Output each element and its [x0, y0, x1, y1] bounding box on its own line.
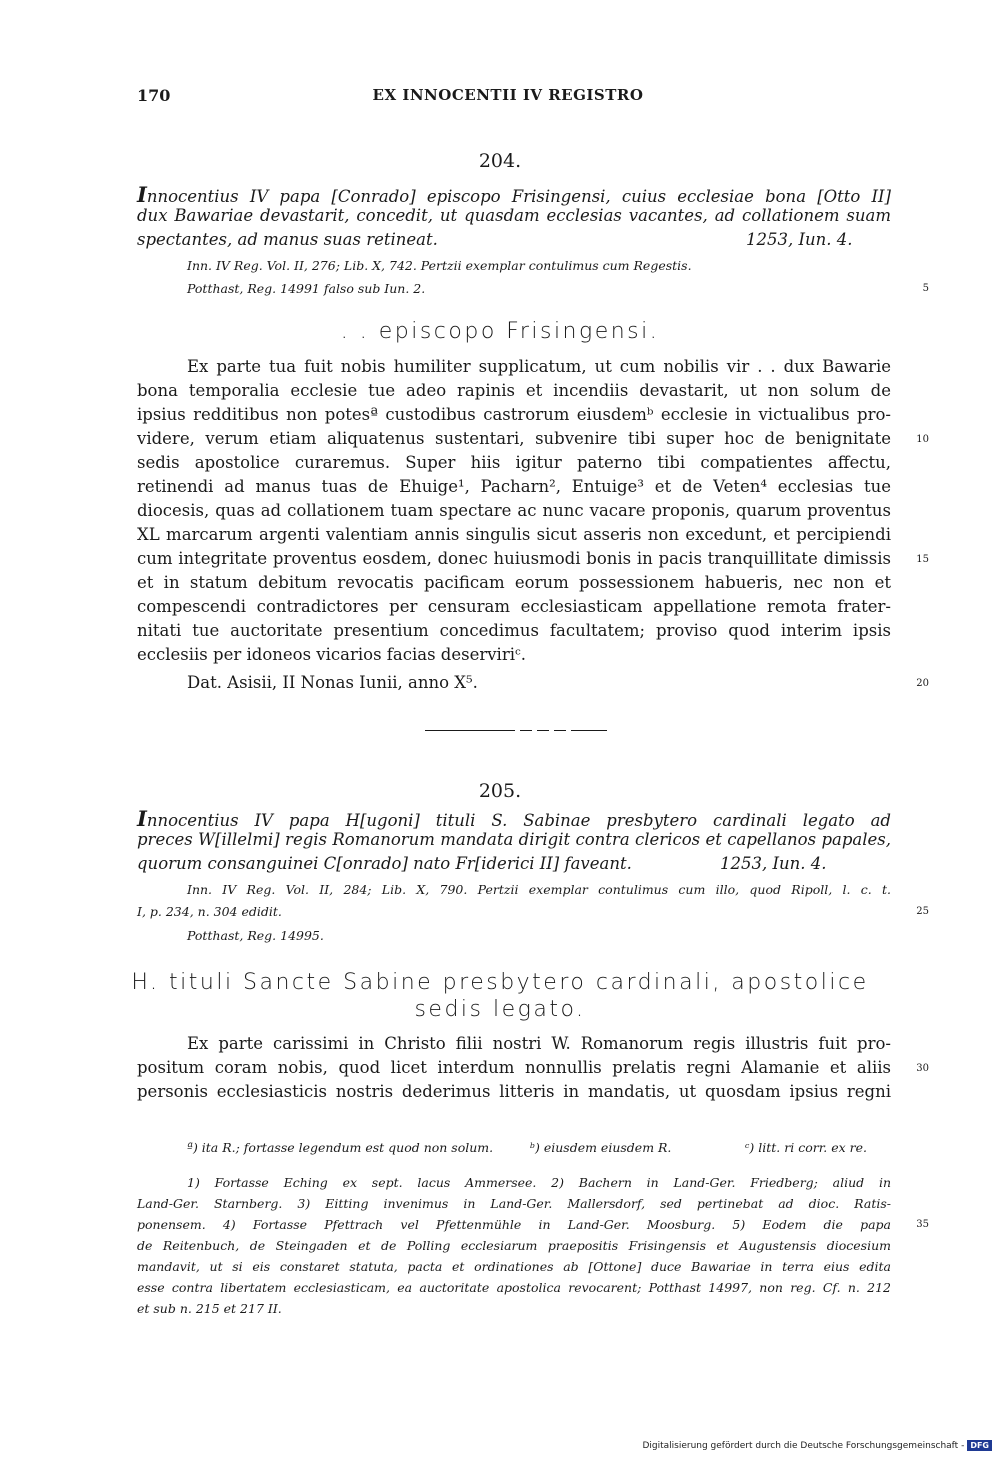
separator-rule: [554, 730, 566, 731]
line-number: 5: [922, 283, 929, 294]
page-number: 170: [137, 86, 171, 105]
line-number: 20: [916, 678, 929, 689]
body-204-line: ipsius redditibus non potesª custodibus castrorum eiusdemᵇ ecclesie in victualibus pro-: [137, 405, 891, 424]
line-number: 10: [916, 434, 929, 445]
body-204-line: retinendi ad manus tuas de Ehuige¹, Pacharn², Entuige³ et de Veten⁴ ecclesias tue: [137, 477, 891, 496]
source-205-line-3: Potthast, Reg. 14995.: [187, 928, 324, 943]
body-205-line: positum coram nobis, quod licet interdum nonnullis prelatis regni Alamanie et aliis: [137, 1058, 891, 1077]
date-204: 1253, Iun. 4.: [746, 230, 853, 249]
source-205-line-2: I, p. 234, n. 304 edidit.: [137, 904, 282, 919]
summary-205-line-2: preces W[illelmi] regis Romanorum mandata dirigit contra clericos et capellanos papales,: [137, 830, 891, 849]
summary-204-line-2: dux Bawariae devastarit, concedit, ut quasdam ecclesias vacantes, ad collationem suam: [137, 206, 891, 225]
body-204-line: nitati tue auctoritate presentium concedimus facultatem; proviso quod interim ipsis: [137, 621, 891, 640]
summary-204-initial: I: [137, 182, 147, 207]
body-205-line: personis ecclesiasticis nostris dederimus litteris in mandatis, ut quosdam ipsius regni: [137, 1082, 891, 1101]
separator-rule: [520, 730, 532, 731]
summary-204-line-1: Innocentius IV papa [Conrado] episcopo Frisingensi, cuius ecclesiae bona [Otto II]: [137, 182, 891, 207]
body-204-line: ecclesiis per idoneos vicarios facias deserviriᶜ.: [137, 645, 526, 664]
document-number-205: 205.: [478, 780, 522, 802]
running-title: EX INNOCENTII IV REGISTRO: [372, 86, 644, 104]
line-number: 35: [916, 1219, 929, 1230]
textual-footnote-b: ᵇ) eiusdem eiusdem R.: [530, 1140, 672, 1155]
line-number: 15: [916, 554, 929, 565]
footnote-line: mandavit, ut si eis constaret statuta, pacta et ordinationes ab [Ottone] duce Bawariae in terra eius edita: [137, 1259, 891, 1274]
body-204-line: compescendi contradictores per censuram ecclesiasticam appellatione remota frater-: [137, 597, 891, 616]
summary-204-line-3: spectantes, ad manus suas retineat.: [137, 230, 438, 249]
summary-205-line-1: Innocentius IV papa H[ugoni] tituli S. Sabinae presbytero cardinali legato ad: [137, 806, 891, 831]
body-204-line: sedis apostolice curaremus. Super hiis igitur paterno tibi compatientes affectu,: [137, 453, 891, 472]
source-204-line-2: Potthast, Reg. 14991 falso sub Iun. 2.: [187, 281, 426, 296]
footnote-line: esse contra libertatem ecclesiasticam, ea auctoritate apostolica revocarent; Potthast 14997, non reg. Cf. n. 212: [137, 1280, 891, 1295]
dating-clause-204: Dat. Asisii, II Nonas Iunii, anno X⁵.: [187, 673, 478, 692]
body-205-line: Ex parte carissimi in Christo filii nostri W. Romanorum regis illustris fuit pro-: [187, 1034, 891, 1053]
body-204-line: XL marcarum argenti valentiam annis singulis sicut asseris non excedunt, et percipiendi: [137, 525, 891, 544]
footnote-line: Land-Ger. Starnberg. 3) Eitting invenimus in Land-Ger. Mallersdorf, sed pertinebat ad dioc. Ratis-: [137, 1196, 891, 1211]
summary-205-initial: I: [137, 806, 147, 831]
body-204-line: bona temporalia ecclesie tue adeo rapinis et incendiis devastarit, ut non solum de: [137, 381, 891, 400]
body-204-line: Ex parte tua fuit nobis humiliter supplicatum, ut cum nobilis vir . . dux Bawarie: [187, 357, 891, 376]
line-number: 30: [916, 1063, 929, 1074]
textual-footnote-c: ᶜ) litt. ri corr. ex re.: [745, 1140, 868, 1155]
source-205-line-1: Inn. IV Reg. Vol. II, 284; Lib. X, 790. Pertzii exemplar contulimus cum illo, quod Ripoll, l. c. t.: [187, 882, 891, 897]
separator-rule: [425, 730, 515, 731]
dfg-logo: DFG: [967, 1440, 992, 1451]
body-204-line: cum integritate proventus eosdem, donec huiusmodi bonis in pacis tranquillitate dimissis: [137, 549, 891, 568]
body-204-line: diocesis, quas ad collationem tuam spectare ac nunc vacare proponis, quarum proventus: [137, 501, 891, 520]
footnote-line: 1) Fortasse Eching ex sept. lacus Ammersee. 2) Bachern in Land-Ger. Friedberg; aliud in: [187, 1175, 891, 1190]
body-204-line: videre, verum etiam aliquatenus sustentari, subvenire tibi super hoc de benignitate: [137, 429, 891, 448]
separator-rule: [571, 730, 607, 731]
line-number: 25: [916, 906, 929, 917]
date-205: 1253, Iun. 4.: [720, 854, 827, 873]
textual-footnote-a: ª) ita R.; fortasse legendum est quod non solum.: [187, 1140, 494, 1155]
address-205-line-2: sedis legato.: [414, 997, 586, 1022]
address-205-line-1: H. tituli Sancte Sabine presbytero cardinali, apostolice: [131, 970, 869, 995]
source-204-line-1: Inn. IV Reg. Vol. II, 276; Lib. X, 742. Pertzii exemplar contulimus cum Regestis.: [187, 258, 692, 273]
credit-text: Digitalisierung gefördert durch die Deutsche Forschungsgemeinschaft -: [642, 1440, 965, 1451]
footnote-line: et sub n. 215 et 217 II.: [137, 1301, 282, 1316]
digitization-credit: [642, 1440, 992, 1451]
document-number-204: 204.: [478, 150, 522, 172]
separator-rule: [537, 730, 549, 731]
body-204-line: et in statum debitum revocatis pacificam eorum possessionem habueris, nec non et: [137, 573, 891, 592]
footnote-line: de Reitenbuch, de Steingaden et de Polling ecclesiarum praepositis Frisingensis et Augustensis diocesium: [137, 1238, 891, 1253]
summary-205-line-3: quorum consanguinei C[onrado] nato Fr[iderici II] faveant.: [137, 854, 632, 873]
address-204: . . episcopo Frisingensi.: [340, 319, 660, 344]
footnote-line: ponensem. 4) Fortasse Pfettrach vel Pfettenmühle in Land-Ger. Moosburg. 5) Eodem die papa: [137, 1217, 891, 1232]
